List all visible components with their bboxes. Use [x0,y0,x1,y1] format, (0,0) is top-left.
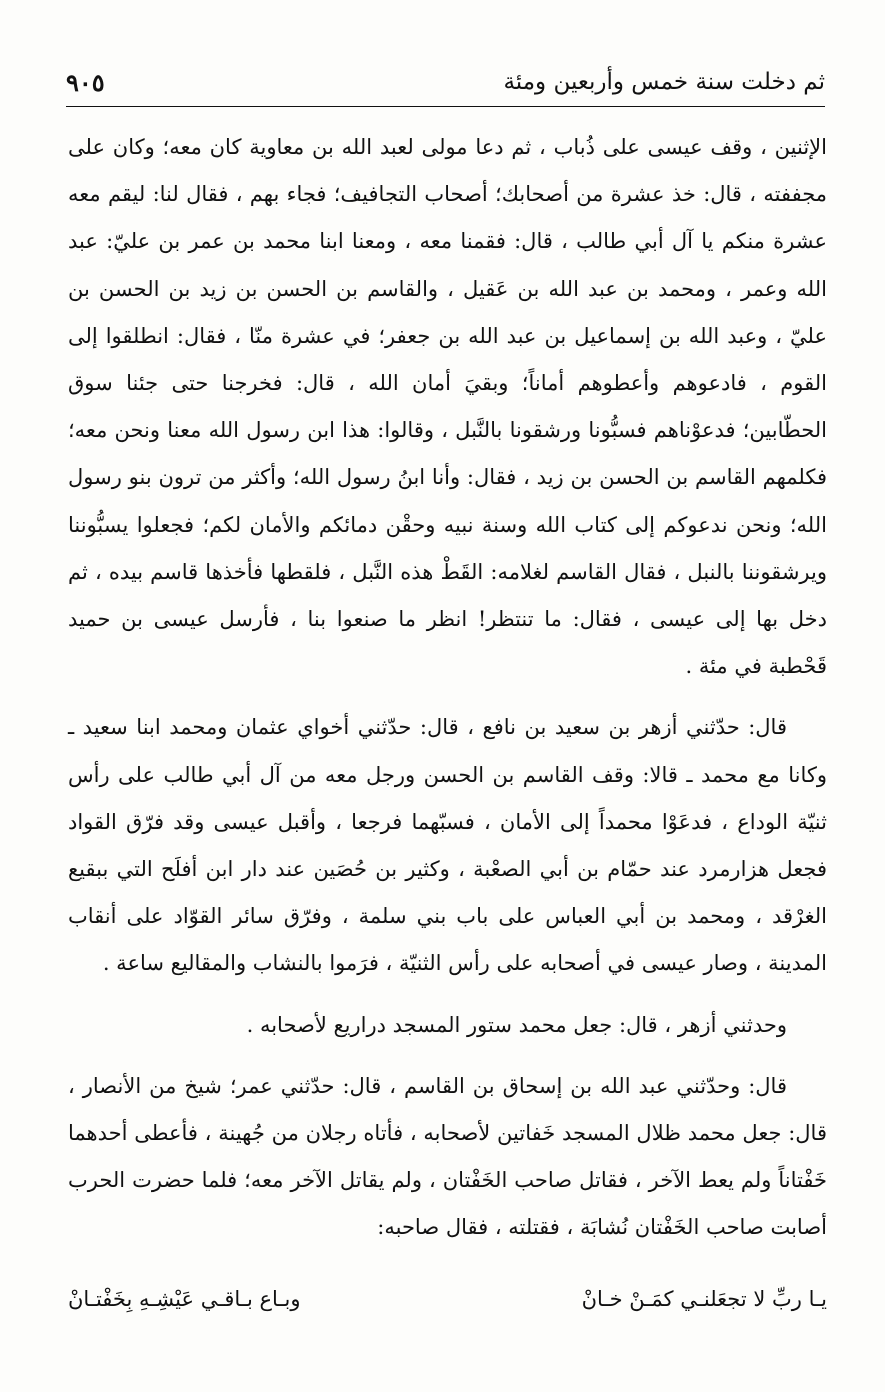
page-number: ٩٠٥ [66,67,105,97]
paragraph: قال: وحدّثني عبد الله بن إسحاق بن القاسم ، قال: حدّثني عمر؛ شيخ من الأنصار ، قال: جعل محمد ظلال المسجد خَفاتين لأصحابه ، فأتاه رجلان من جُهينة ، فأعطى أحدهما خَفْتاناً ولم يعط الآخر ، فقاتل صاحب الخَفْتان ، ولم يقاتل الآخر معه؛ فلما حضرت الحرب أصابت صاحب الخَفْتان نُشابَة ، فقتلته ، فقال صاحبه: [68,1073,827,1240]
header-rule [66,106,825,107]
paragraph: قال: حدّثني أزهر بن سعيد بن نافع ، قال: حدّثني أخواي عثمان ومحمد ابنا سعيد ـ وكانا مع محمد ـ قالا: وقف القاسم بن الحسن ورجل معه من آل أبي طالب على رأس ثنيّة الوداع ، فدعَوْا محمداً إلى الأمان ، فسبّهما فرجعا ، وأقبل عيسى وقد فرّق القواد فجعل هزارمرد عند حمّام بن أبي الصعْبة ، وكثير بن حُصَين عند دار ابن أفلَح التي ببقيع الغرْقد ، ومحمد بن أبي العباس على باب بني سلمة ، وفرّق سائر القوّاد على أنقاب المدينة ، وصار عيسى في أصحابه على رأس الثنيّة ، فرَموا بالنشاب والمقاليع ساعة . [68,715,827,976]
body-text [68,124,827,1252]
verse-first-hemistich: يـا ربِّ لا تجعَلنـي كمَـنْ خـانْ [581,1287,827,1311]
running-title: ثم دخلت سنة خمس وأربعين ومئة [503,69,825,95]
verse-line [68,1276,827,1322]
paragraph: الإثنين ، وقف عيسى على ذُباب ، ثم دعا مولى لعبد الله بن معاوية كان معه؛ وكان على مجففته ، قال: خذ عشرة من أصحابك؛ أصحاب التجافيف؛ فجاء بهم ، فقال لنا: ليقم معه عشرة منكم يا آل أبي طالب ، قال: فقمنا معه ، ومعنا ابنا محمد بن عمر بن عليّ: عبد الله وعمر ، ومحمد بن عبد الله بن عَقيل ، والقاسم بن الحسن بن زيد بن الحسن بن عليّ ، وعبد الله بن إسماعيل بن عبد الله بن جعفر؛ في عشرة منّا ، فقال: انطلقوا إلى القوم ، فادعوهم وأعطوهم أماناً؛ وبقيَ أمان الله ، قال: فخرجنا حتى جئنا سوق الحطّابين؛ فدعوْناهم فسبُّونا ورشقونا بالنَّبل ، وقالوا: هذا ابن رسول الله معنا ونحن معه؛ فكلمهم القاسم بن الحسن بن زيد ، فقال: وأنا ابنُ رسول الله؛ وأكثر من ترون بنو رسول الله؛ ونحن ندعوكم إلى كتاب الله وسنة نبيه وحقْن دمائكم والأمان لكم؛ فجعلوا يسبُّوننا ويرشقوننا بالنبل ، فقال القاسم لغلامه: القَطْ هذه النَّبل ، فلقطها فأخذها قاسم بيده ، ثم دخل بها إلى عيسى ، فقال: ما تنتظر! انظر ما صنعوا بنا ، فأرسل عيسى بن حميد قَحْطبة في مئة . [68,135,827,679]
page-header [66,62,825,102]
paragraph: وحدثني أزهر ، قال: جعل محمد ستور المسجد دراريع لأصحابه . [246,1012,787,1037]
verse-second-hemistich: وبـاع بـاقـي عَيْشِـهِ بِخَفْتـانْ [68,1287,301,1311]
